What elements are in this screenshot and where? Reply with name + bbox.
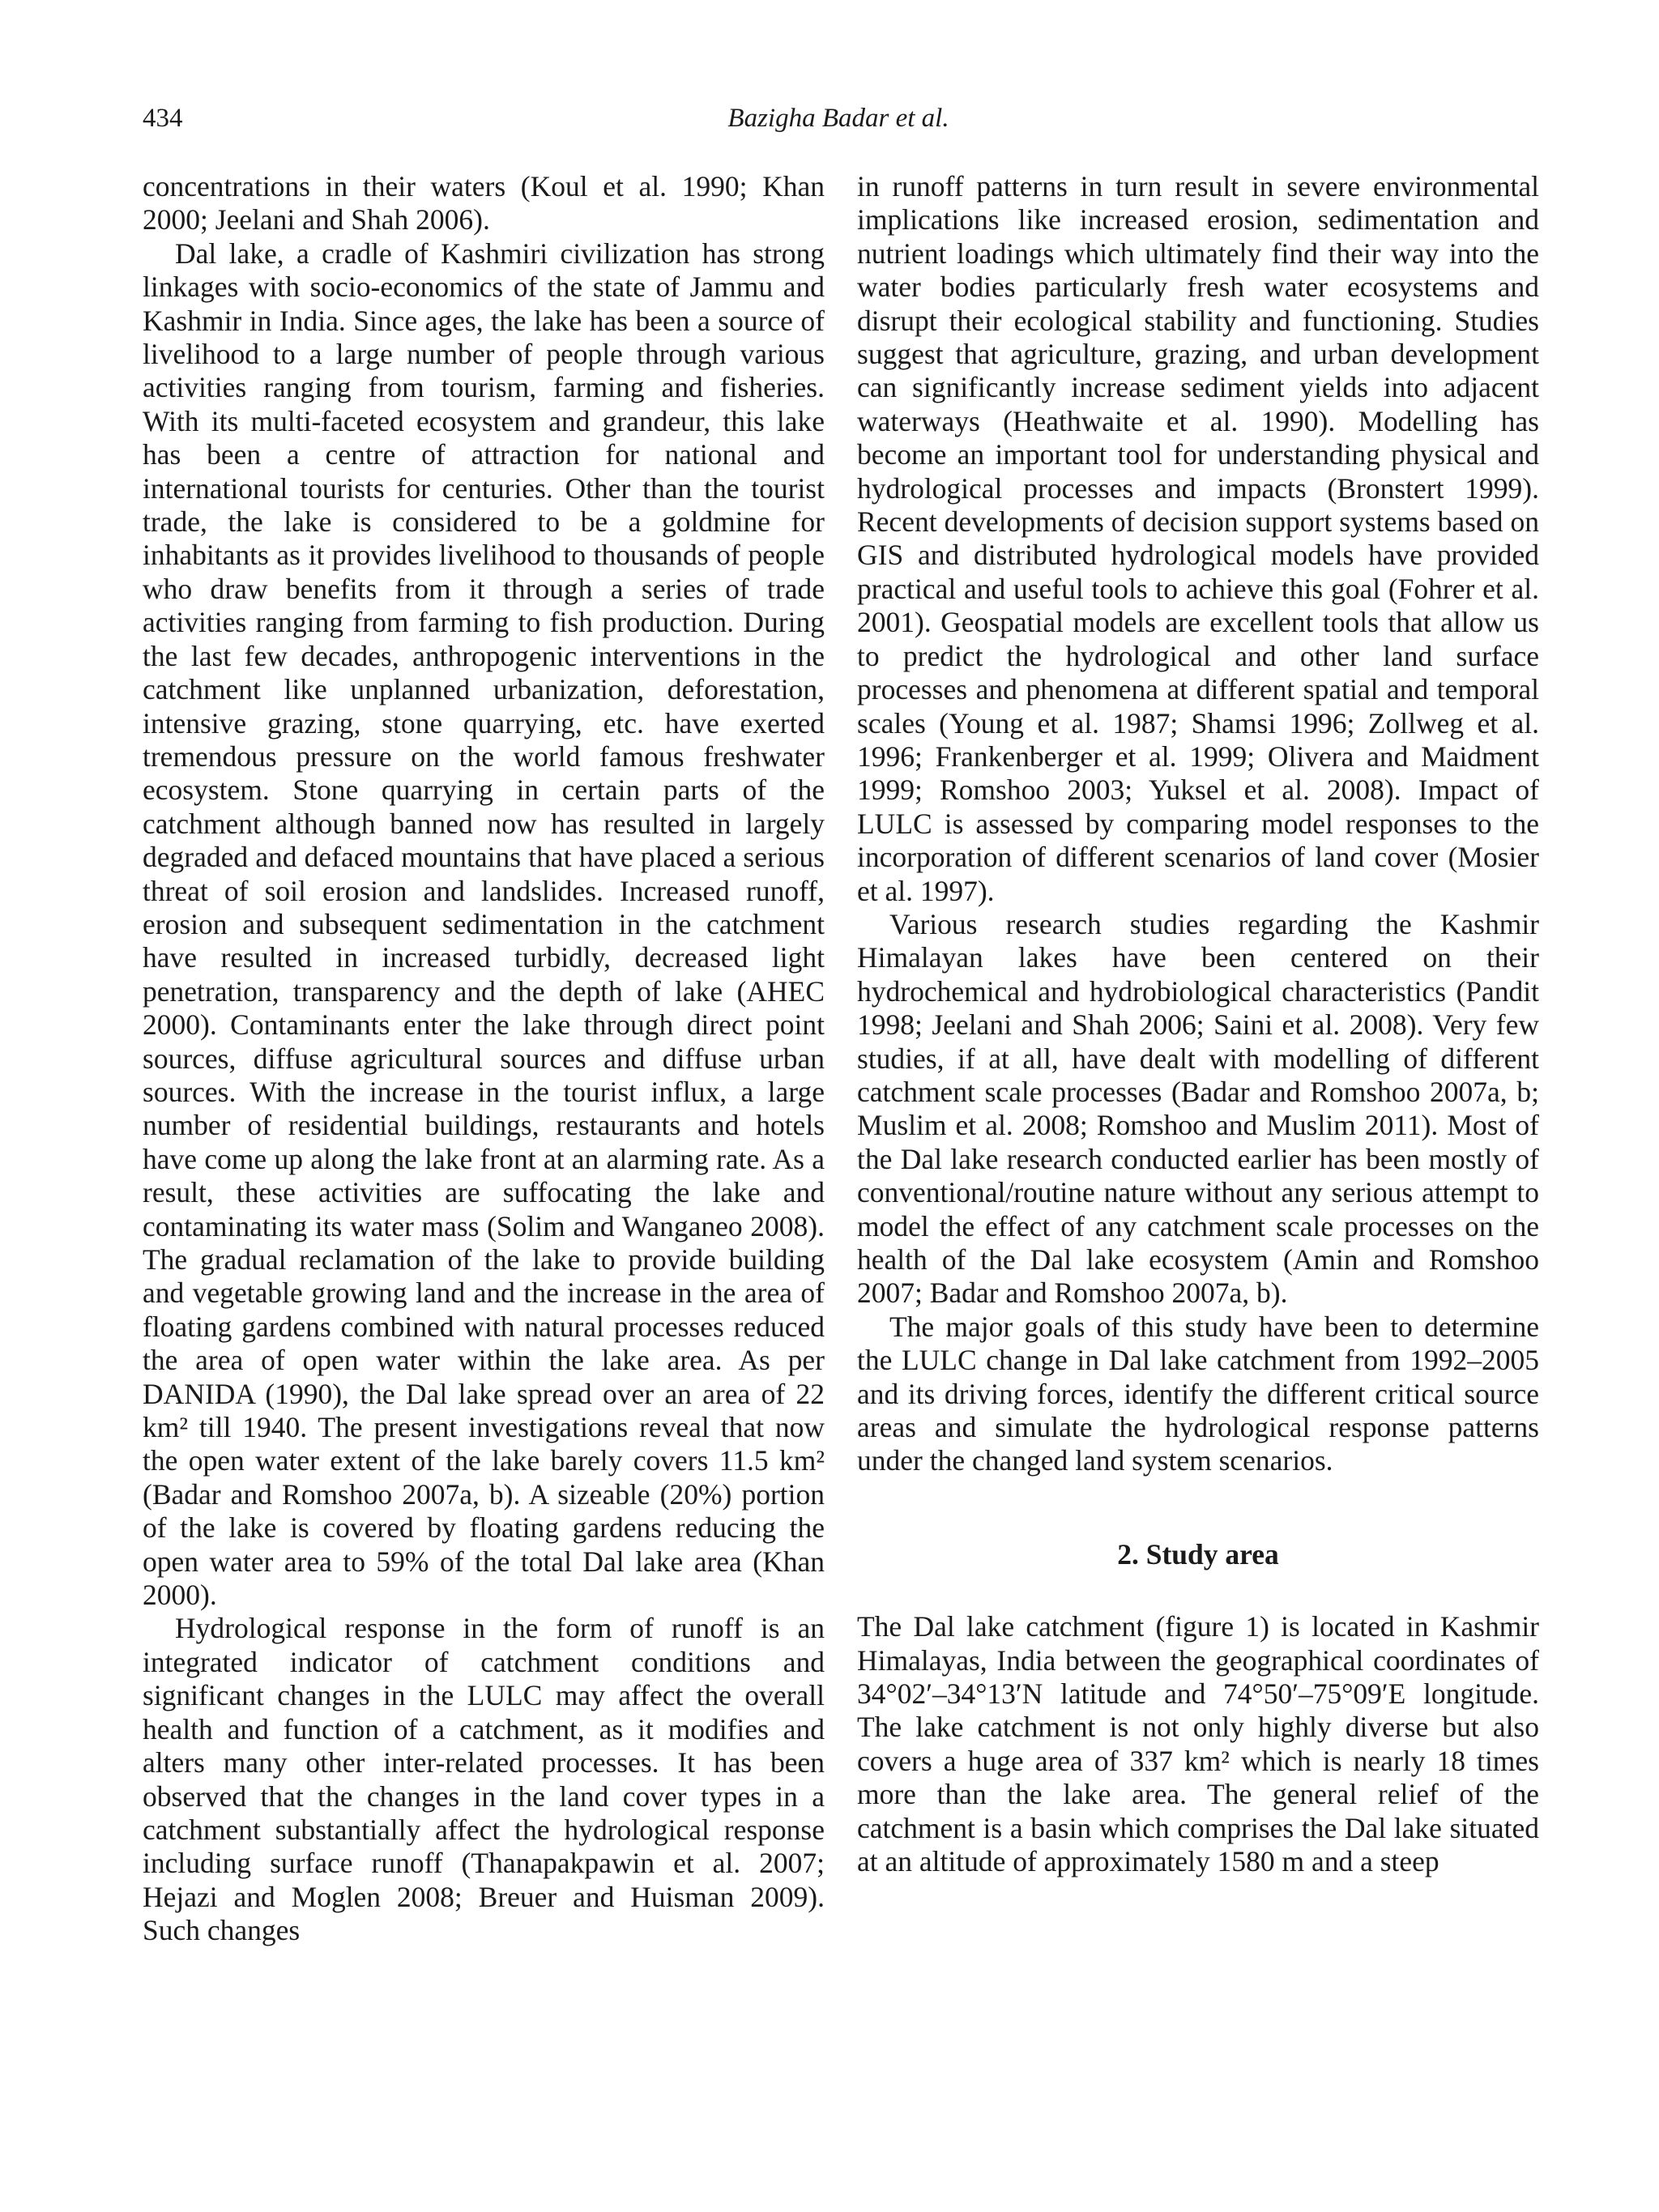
- paragraph: The major goals of this study have been to determine the LULC change in Dal lake catchment from 1992–2005 and its driving forces, identify the different critical source areas and simulate the hydrological response patterns under the changed land system scenarios.: [857, 1310, 1539, 1477]
- page-header: [143, 104, 1534, 143]
- paragraph: Various research studies regarding the Kashmir Himalayan lakes have been centered on their hydrochemical and hydrobiological characteristics (Pandit 1998; Jeelani and Shah 2006; Saini et al. 2008). Very few studies, if at all, have dealt with modelling of different catchment scale processes (Badar and Romshoo 2007a, b; Muslim et al. 2008; Romshoo and Muslim 2011). Most of the Dal lake research conducted earlier has been mostly of conventional/routine nature without any serious attempt to model the effect of any catchment scale processes on the health of the Dal lake ecosystem (Amin and Romshoo 2007; Badar and Romshoo 2007a, b).: [857, 907, 1539, 1310]
- paragraph: concentrations in their waters (Koul et al. 1990; Khan 2000; Jeelani and Shah 2006).: [143, 170, 825, 237]
- paragraph: in runoff patterns in turn result in severe environmental implications like increased erosion, sedimentation and nutrient loadings which ultimately find their way into the water bodies particularly fresh water ecosystems and disrupt their ecological stability and functioning. Studies suggest that agriculture, grazing, and urban development can significantly increase sediment yields into adjacent waterways (Heathwaite et al. 1990). Modelling has become an important tool for understanding physical and hydrological processes and impacts (Bronstert 1999). Recent developments of decision support systems based on GIS and distributed hydrological models have provided practical and useful tools to achieve this goal (Fohrer et al. 2001). Geospatial models are excellent tools that allow us to predict the hydrological and other land surface processes and phenomena at different spatial and temporal scales (Young et al. 1987; Shamsi 1996; Zollweg et al. 1996; Frankenberger et al. 1999; Olivera and Maidment 1999; Romshoo 2003; Yuksel et al. 2008). Impact of LULC is assessed by comparing model responses to the incorporation of different scenarios of land cover (Mosier et al. 1997).: [857, 170, 1539, 907]
- paragraph: Hydrological response in the form of runoff is an integrated indicator of catchment conditions and significant changes in the LULC may affect the overall health and function of a catchment, as it modifies and alters many other inter-related processes. It has been observed that the changes in the land cover types in a catchment substantially affect the hydrological response including surface runoff (Thanapakpawin et al. 2007; Hejazi and Moglen 2008; Breuer and Huisman 2009). Such changes: [143, 1612, 825, 1947]
- right-column: [857, 170, 1539, 1879]
- paragraph: The Dal lake catchment (figure 1) is located in Kashmir Himalayas, India between the geographical coordinates of 34°02′–34°13′N latitude and 74°50′–75°09′E longitude. The lake catchment is not only highly diverse but also covers a huge area of 337 km² which is nearly 18 times more than the lake area. The general relief of the catchment is a basin which comprises the Dal lake situated at an altitude of approximately 1580 m and a steep: [857, 1610, 1539, 1878]
- section-heading: 2. Study area: [1117, 1537, 1279, 1571]
- left-column: [143, 170, 825, 1948]
- paragraph: Dal lake, a cradle of Kashmiri civilization has strong linkages with socio-economics of the state of Jammu and Kashmir in India. Since ages, the lake has been a source of livelihood to a large number of people through various activities ranging from tourism, farming and fisheries. With its multi-faceted ecosystem and grandeur, this lake has been a centre of attraction for national and international tourists for centuries. Other than the tourist trade, the lake is considered to be a goldmine for inhabitants as it provides livelihood to thousands of people who draw benefits from it through a series of trade activities ranging from farming to fish production. During the last few decades, anthropogenic interventions in the catchment like unplanned urbanization, deforestation, intensive grazing, stone quarrying, etc. have exerted tremendous pressure on the world famous freshwater ecosystem. Stone quarrying in certain parts of the catchment although banned now has resulted in largely degraded and defaced mountains that have placed a serious threat of soil erosion and landslides. Increased runoff, erosion and subsequent sedimentation in the catchment have resulted in increased turbidly, decreased light penetration, transparency and the depth of lake (AHEC 2000). Contaminants enter the lake through direct point sources, diffuse agricultural sources and diffuse urban sources. With the increase in the tourist influx, a large number of residential buildings, restaurants and hotels have come up along the lake front at an alarming rate. As a result, these activities are suffocating the lake and contaminating its water mass (Solim and Wanganeo 2008). The gradual reclamation of the lake to provide building and vegetable growing land and the increase in the area of floating gardens combined with natural processes reduced the area of open water within the lake area. As per DANIDA (1990), the Dal lake spread over an area of 22 km² till 1940. The present investigations reveal that now the open water extent of the lake barely covers 11.5 km² (Badar and Romshoo 2007a, b). A sizeable (20%) portion of the lake is covered by floating gardens reducing the open water area to 59% of the total Dal lake area (Khan 2000).: [143, 237, 825, 1612]
- page-number: 434: [143, 104, 183, 133]
- running-head: Bazigha Badar et al.: [727, 104, 949, 133]
